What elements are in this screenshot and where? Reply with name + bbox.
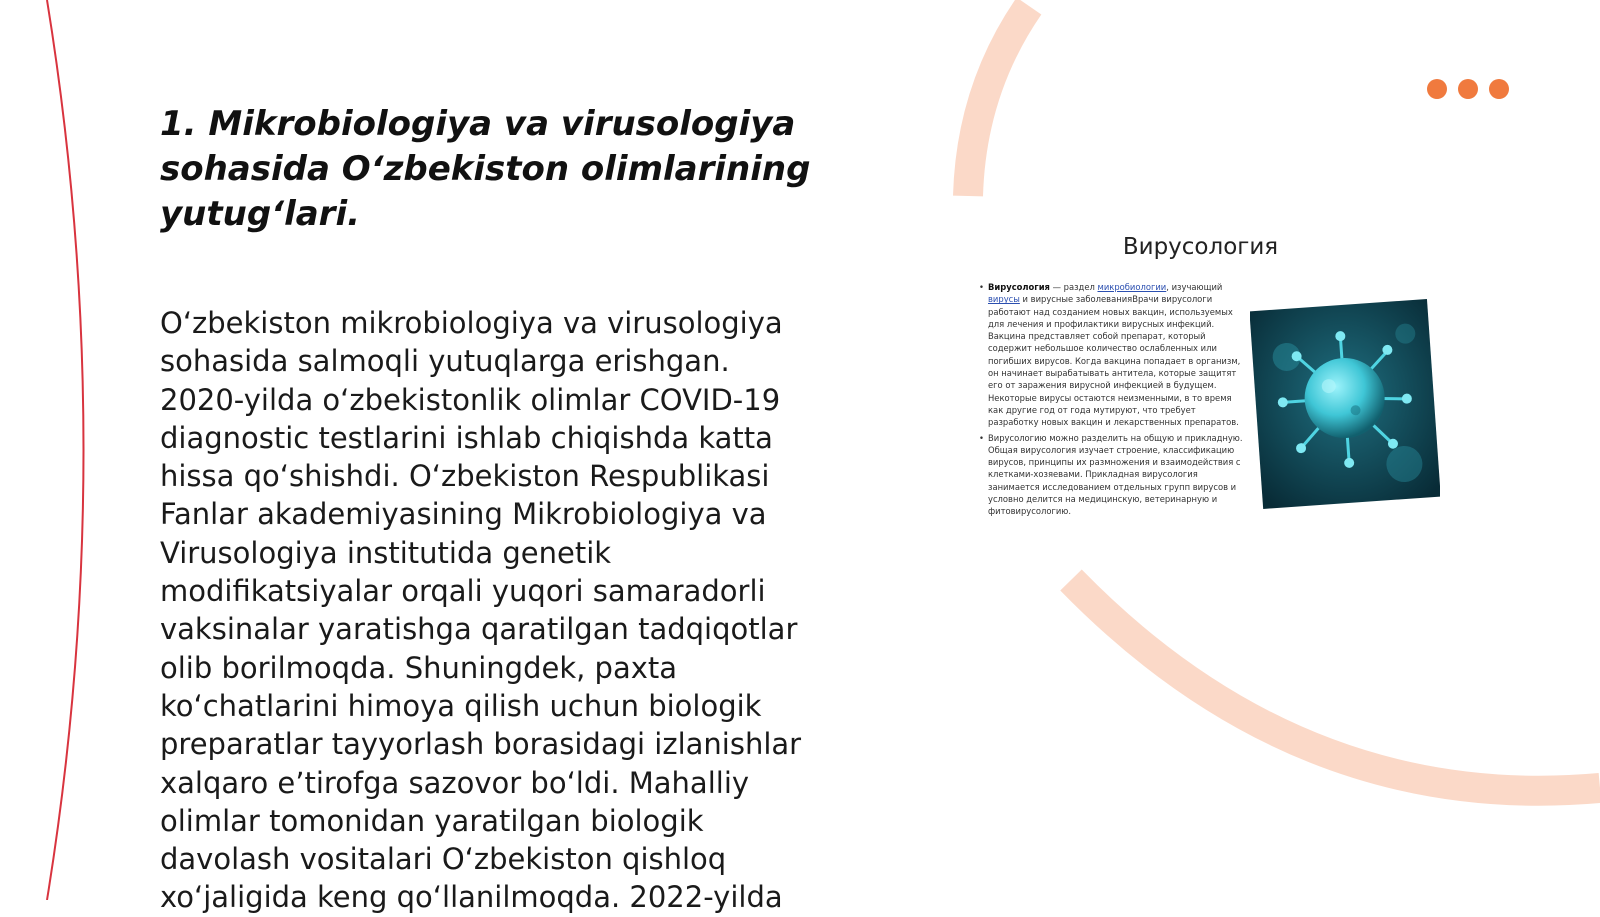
slide-title: 1. Mikrobiologiya va virusologiya sohasida O‘zbekiston olimlarining yutug‘lari.	[160, 104, 811, 234]
virus-icon	[1250, 293, 1440, 513]
left-curve-line	[47, 0, 84, 900]
bullet-text-rest: и вирусные заболеванияВрачи вирусологи работают над созданием новых вакцин, используемых для лечения и профилактики вирусных инфекций. Вакцина представляет собой препарат, который содержит небольшое количество ослабленных или погибших вирусов. Когда вакцина попадает в организм, он начинает вырабатывать антитела, которые защитят его от заражения вирусной инфекцией в будущем. Некоторые вирусы остаются неизменными, в то время как другие год от года мутируют, что требует разработку новых вакцин и лекарственных препаратов.	[988, 294, 1241, 428]
dot-icon	[1427, 79, 1447, 99]
thumbnail-title: Вирусология	[1122, 234, 1279, 260]
thumbnail-bullet-1	[988, 281, 1246, 429]
thumbnail-bullet-list	[978, 281, 1246, 521]
bullet-dash: — раздел	[1049, 282, 1098, 292]
embedded-slide-thumbnail	[978, 228, 1448, 538]
link-viruses[interactable]: вирусы	[988, 294, 1020, 305]
dots-decoration	[1427, 79, 1509, 99]
thumbnail-bullet-2: • Вирусологию можно разделить на общую и прикладную. Общая вирусология изучает строение, классификацию вирусов, принципы их размножения и взаимодействия с клетками-хозяевами. Прикладная вирусология занимается исследованием отдельных групп вирусов и условно делится на медицинскую, ветеринарную и фитовирусологию.	[988, 432, 1246, 518]
bullet-text: , изучающий	[1166, 282, 1223, 292]
dot-icon	[1489, 79, 1509, 99]
link-microbiology[interactable]: микробиологии	[1097, 282, 1167, 292]
arc-bottom	[1071, 580, 1600, 791]
bullet-term: Вирусология	[988, 282, 1050, 292]
dot-icon	[1458, 79, 1478, 99]
arc-top-left	[968, 6, 1029, 196]
slide-body-text: O‘zbekiston mikrobiologiya va virusologiya sohasida salmoqli yutuqlarga erishgan. 2020-yilda o‘zbekistonlik olimlar COVID-19 diagnostic testlarini ishlab chiqishda katta hissa qo‘shishdi. O‘zbekiston Respublikasi Fanlar akademiyasining Mikrobiologiya va Virusologiya institutida genetik modifikatsiyalar orqali yuqori samaradorli vaksinalar yaratishga qaratilgan tadqiqotlar olib borilmoqda. Shuningdek, paxta ko‘chatlarini himoya qilish uchun biologik preparatlar tayyorlash borasidagi izlanishlar xalqaro e’tirofga sazovor bo‘ldi. Mahalliy olimlar tomonidan yaratilgan biologik davolash vositalari O‘zbekiston qishloq xo‘jaligida keng qo‘llanilmoqda. 2022-yilda	[160, 306, 802, 915]
